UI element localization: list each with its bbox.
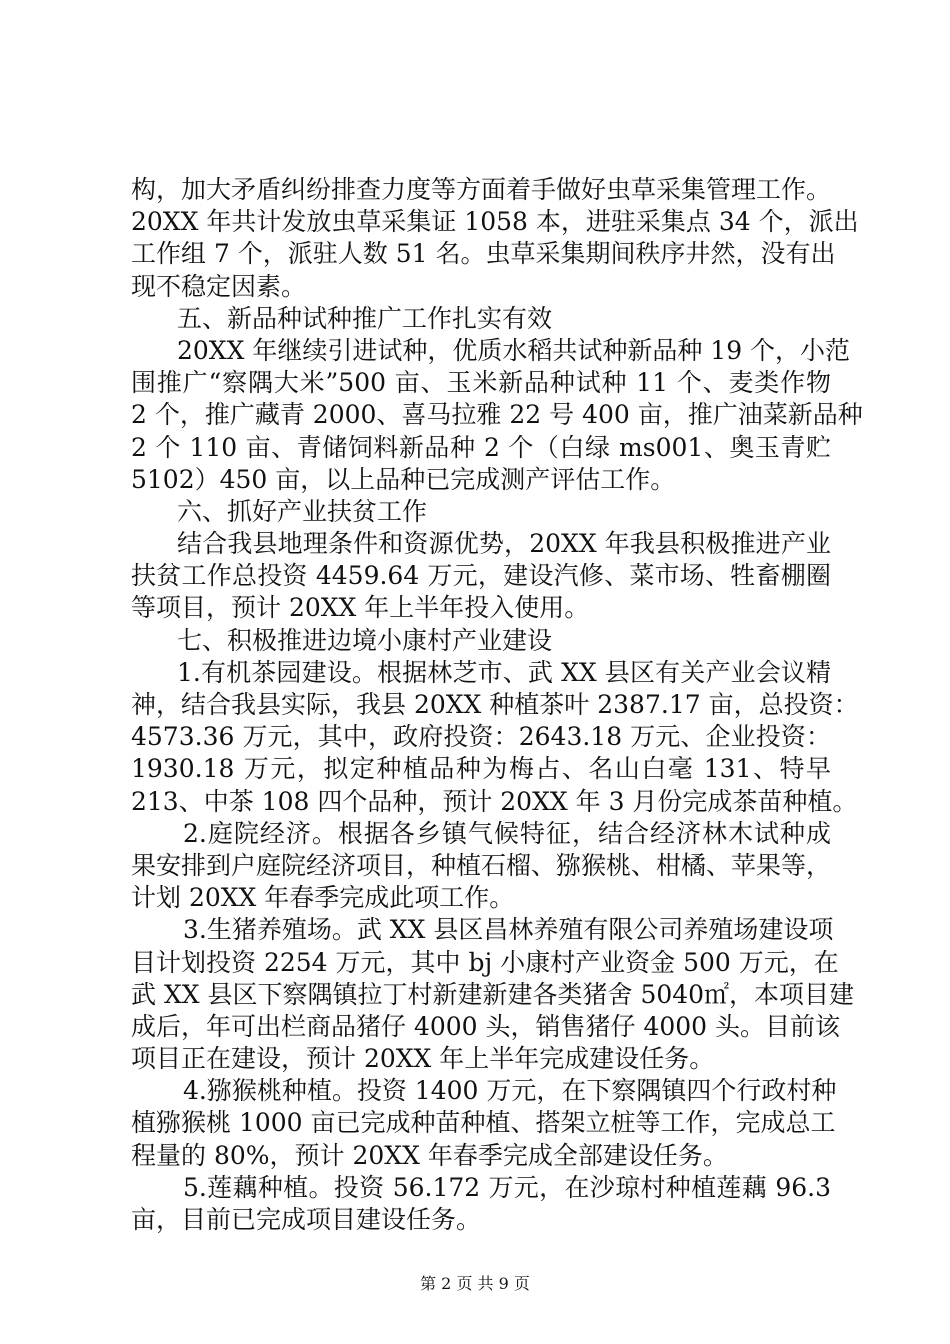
text-line: 植猕猴桃 1000 亩已完成种苗种植、搭架立桩等工作，完成总工	[131, 1108, 836, 1138]
body-text	[131, 174, 863, 1236]
text-line: 计划 20XX 年春季完成此项工作。	[131, 883, 515, 913]
text-line: 1.有机茶园建设。根据林芝市、武 XX 县区有关产业会议精	[177, 657, 831, 687]
section-heading: 六、抓好产业扶贫工作	[177, 496, 428, 526]
text-line: 项目正在建设，预计 20XX 年上半年完成建设任务。	[131, 1044, 715, 1074]
text-line: 20XX 年继续引进试种，优质水稻共试种新品种 19 个，小范	[177, 335, 851, 365]
text-line: 结合我县地理条件和资源优势，20XX 年我县积极推进产业	[177, 529, 831, 559]
text-line: 213、中茶 108 四个品种，预计 20XX 年 3 月份完成茶苗种植。	[131, 786, 858, 816]
text-line: 工作组 7 个，派驻人数 51 名。虫草采集期间秩序井然，没有出	[131, 239, 836, 269]
text-line: 2 个 110 亩、青储饲料新品种 2 个（白绿 ms001、奥玉青贮	[131, 432, 831, 462]
text-line: 围推广“察隅大米”500 亩、玉米新品种试种 11 个、麦类作物	[131, 368, 831, 398]
text-line: 果安排到户庭院经济项目，种植石榴、猕猴桃、柑橘、苹果等，	[131, 850, 832, 880]
text-line: 1930.18 万元，拟定种植品种为梅占、名山白毫 131、特早	[131, 754, 831, 784]
text-line: 5.莲藕种植。投资 56.172 万元，在沙琼村种植莲藕 96.3	[183, 1172, 831, 1202]
section-heading: 五、新品种试种推广工作扎实有效	[177, 303, 553, 333]
text-line: 2.庭院经济。根据各乡镇气候特征，结合经济林木试种成	[183, 818, 831, 848]
text-line: 神，结合我县实际，我县 20XX 种植茶叶 2387.17 亩，总投资：	[131, 690, 859, 719]
text-line: 等项目，预计 20XX 年上半年投入使用。	[131, 593, 590, 623]
text-line: 4.猕猴桃种植。投资 1400 万元，在下察隅镇四个行政村种	[183, 1076, 837, 1106]
text-line: 5102）450 亩，以上品种已完成测产评估工作。	[131, 464, 676, 494]
text-line: 2 个，推广藏青 2000、喜马拉雅 22 号 400 亩，推广油菜新品种	[131, 400, 863, 430]
text-line: 目计划投资 2254 万元，其中 bj 小康村产业资金 500 万元，在	[131, 947, 839, 977]
text-line: 构，加大矛盾纠纷排查力度等方面着手做好虫草采集管理工作。	[131, 175, 832, 204]
text-line: 成后，年可出栏商品猪仔 4000 头，销售猪仔 4000 头。目前该	[131, 1011, 841, 1041]
text-line: 20XX 年共计发放虫草采集证 1058 本，进驻采集点 34 个，派出	[131, 207, 859, 237]
text-line: 3.生猪养殖场。武 XX 县区昌林养殖有限公司养殖场建设项	[183, 915, 834, 945]
page-footer: 第 2 页 共 9 页	[420, 1274, 530, 1293]
text-line: 扶贫工作总投资 4459.64 万元，建设汽修、菜市场、牲畜棚圈	[131, 561, 831, 591]
text-line: 程量的 80%，预计 20XX 年春季完成全部建设任务。	[131, 1140, 728, 1170]
text-line: 4573.36 万元，其中，政府投资：2643.18 万元、企业投资：	[131, 722, 831, 752]
text-line: 现不稳定因素。	[131, 271, 307, 301]
text-line: 亩，目前已完成项目建设任务。	[131, 1205, 482, 1234]
text-line: 武 XX 县区下察隅镇拉丁村新建新建各类猪舍 5040㎡，本项目建	[131, 979, 855, 1009]
section-heading: 七、积极推进边境小康村产业建设	[177, 625, 553, 655]
